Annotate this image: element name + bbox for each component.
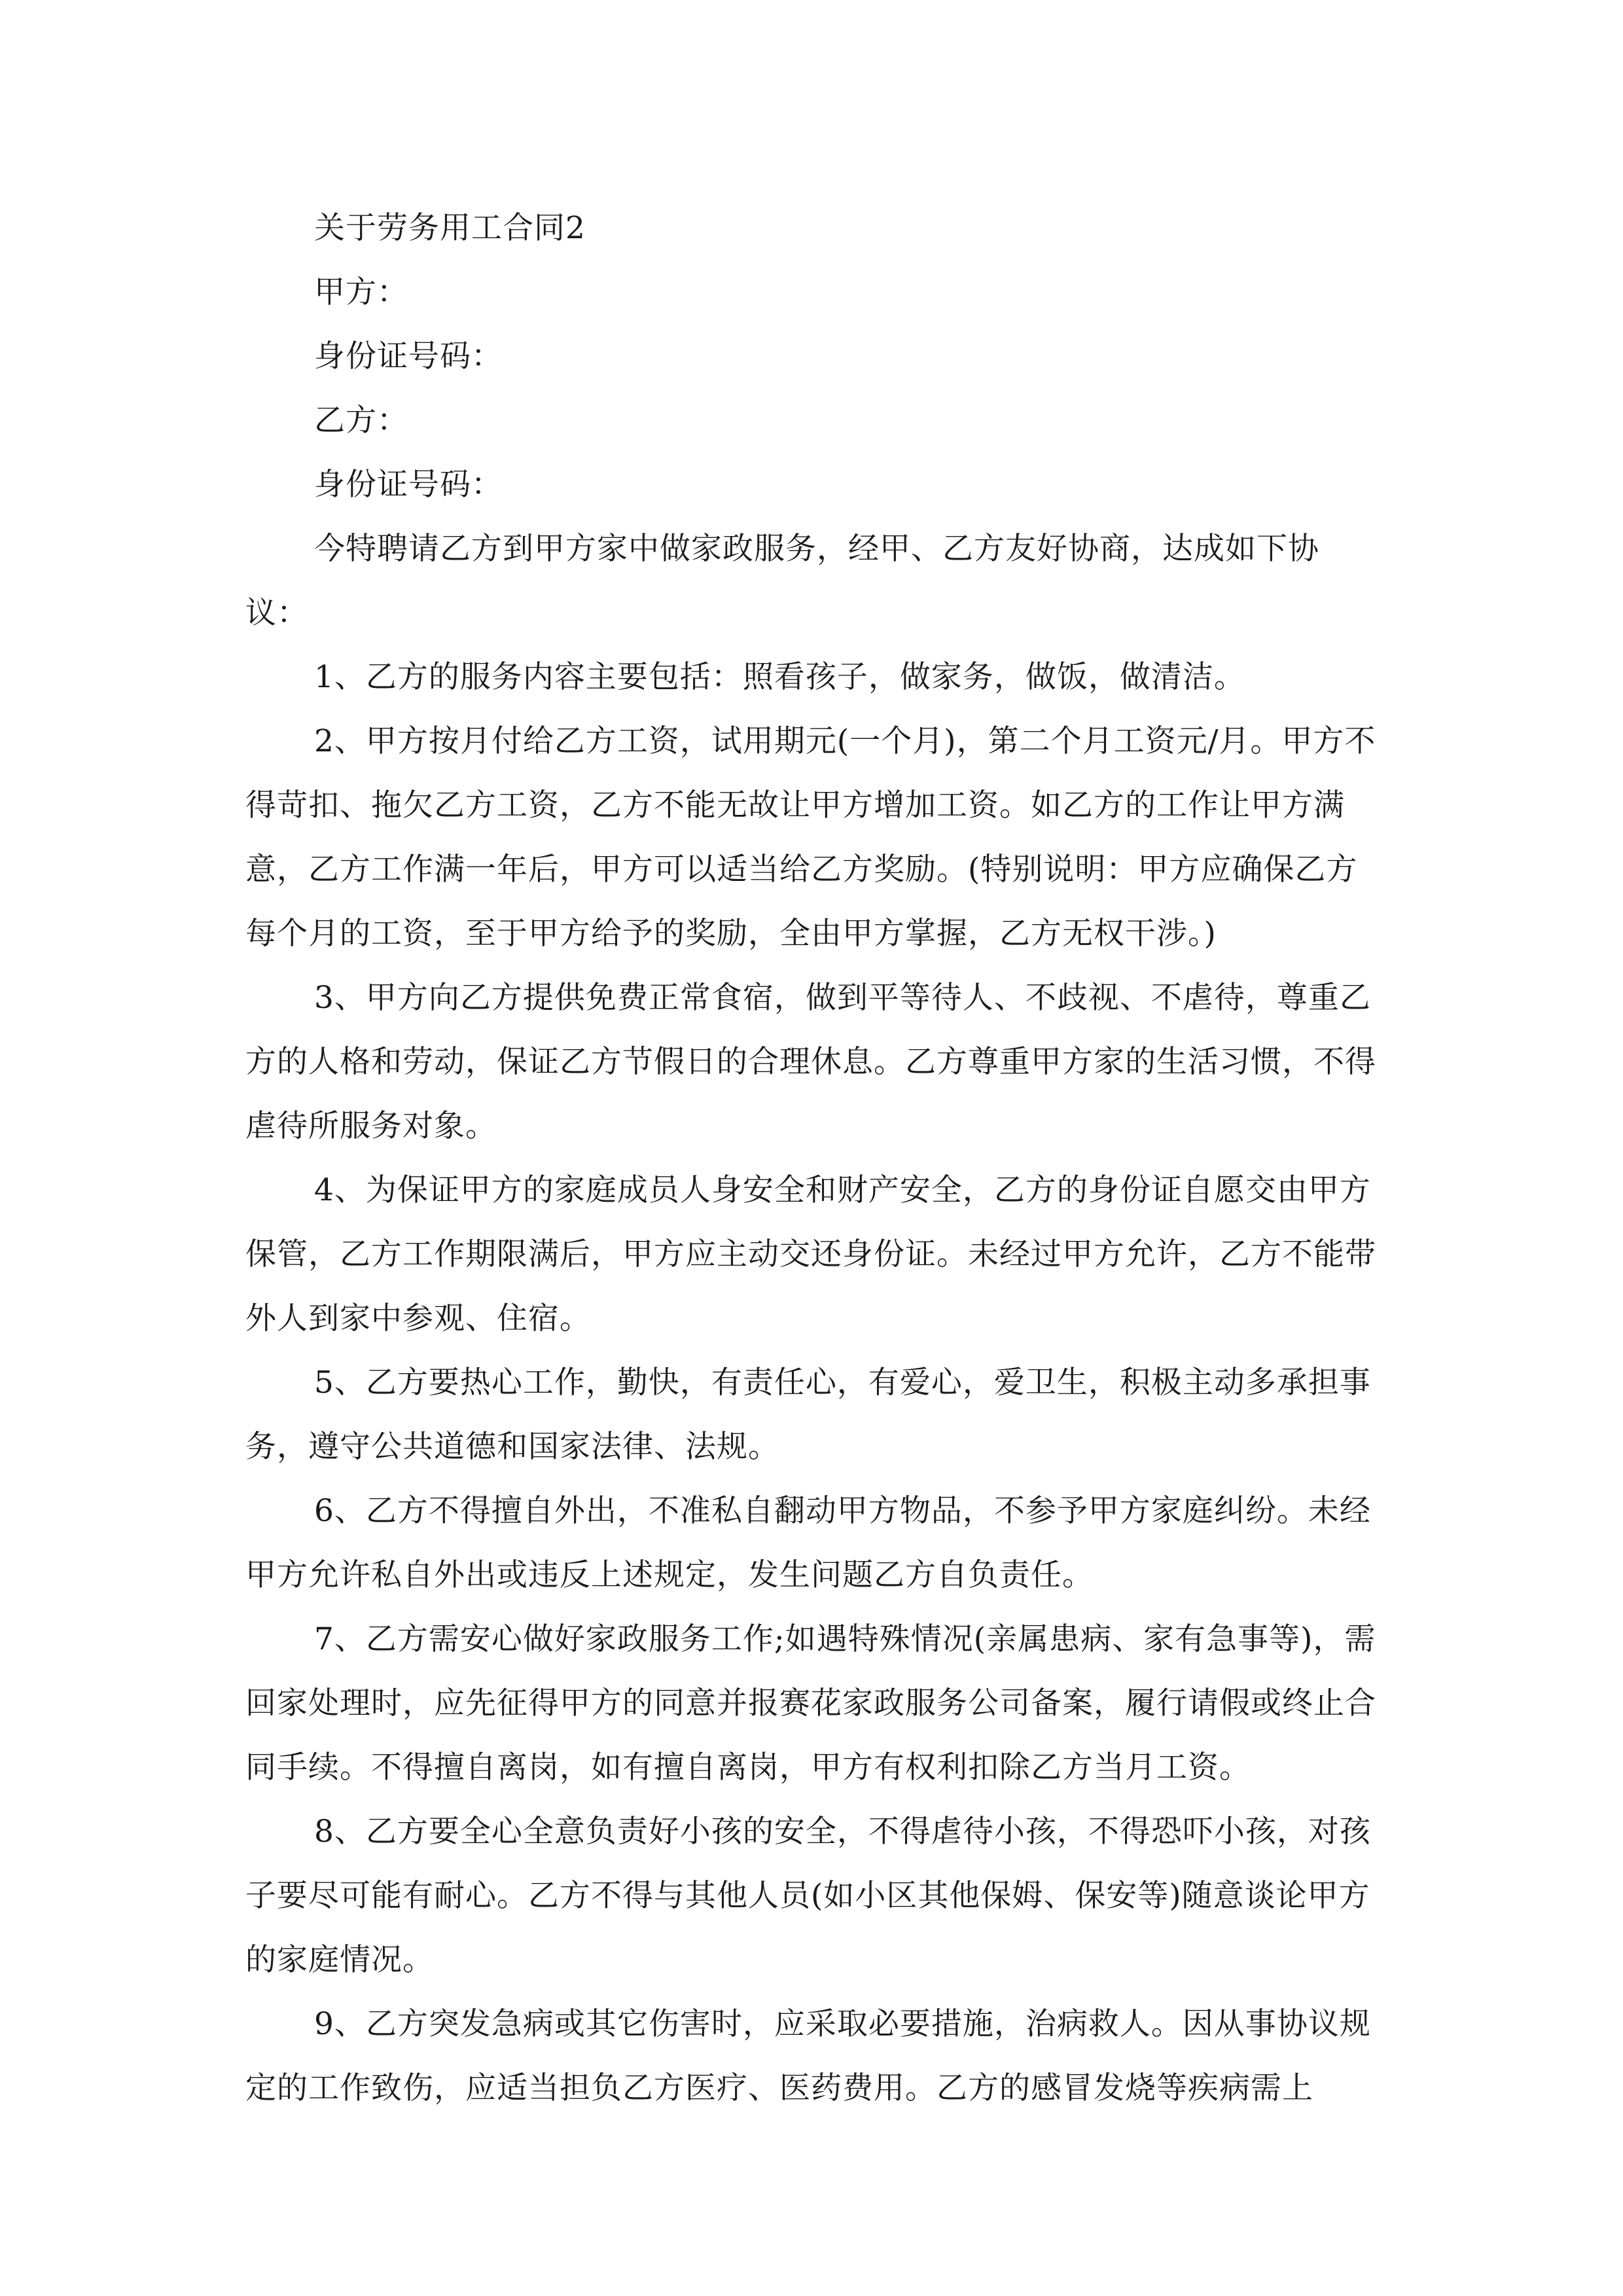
party-a-field: 甲方： [314,274,408,310]
clause-7: 7、乙方需安心做好家政服务工作;如遇特殊情况(亲属患病、家有急事等)，需回家处理时，应先征得甲方的同意并报赛花家政服务公司备案，履行请假或终止合同手续。不得擅自离岗，如有擅自离岗，甲方有权利扣除乙方当月工资。 [245,1621,1376,1785]
clause-3: 3、甲方向乙方提供免费正常食宿，做到平等待人、不歧视、不虐待，尊重乙方的人格和劳动，保证乙方节假日的合理休息。乙方尊重甲方家的生活习惯，不得虐待所服务对象。 [245,980,1376,1144]
clause-1: 1、乙方的服务内容主要包括：照看孩子，做家务，做饭，做清洁。 [314,659,1245,695]
clause-4: 4、为保证甲方的家庭成员人身安全和财产安全，乙方的身份证自愿交由甲方保管，乙方工作期限满后，甲方应主动交还身份证。未经过甲方允许，乙方不能带外人到家中参观、住宿。 [245,1172,1376,1336]
document-body [245,196,1381,2121]
clause-8: 8、乙方要全心全意负责好小孩的安全，不得虐待小孩，不得恐吓小孩，对孩子要尽可能有耐心。乙方不得与其他人员(如小区其他保姆、保安等)随意谈论甲方的家庭情况。 [245,1814,1371,1978]
clause-6: 6、乙方不得擅自外出，不准私自翻动甲方物品，不参予甲方家庭纠纷。未经甲方允许私自外出或违反上述规定，发生问题乙方自负责任。 [245,1493,1371,1593]
document-title: 关于劳务用工合同2 [314,210,586,246]
clause-9: 9、乙方突发急病或其它伤害时，应采取必要措施，治病救人。因从事协议规定的工作致伤，应适当担负乙方医疗、医药费用。乙方的感冒发烧等疾病需上 [245,2006,1371,2106]
party-b-field: 乙方： [314,403,408,439]
clause-5: 5、乙方要热心工作，勤快，有责任心，有爱心，爱卫生，积极主动多承担事务，遵守公共道德和国家法律、法规。 [245,1365,1371,1465]
clause-2: 2、甲方按月付给乙方工资，试用期元(一个月)，第二个月工资元/月。甲方不得苛扣、拖欠乙方工资，乙方不能无故让甲方增加工资。如乙方的工作让甲方满意，乙方工作满一年后，甲方可以适当给乙方奖励。(特别说明：甲方应确保乙方每个月的工资，至于甲方给予的奖励，全由甲方掌握，乙方无权干涉。) [245,723,1376,952]
party-a-id-field: 身份证号码： [314,338,503,374]
agreement-intro: 今特聘请乙方到甲方家中做家政服务，经甲、乙方友好协商，达成如下协议： [245,531,1319,631]
party-b-id-field: 身份证号码： [314,467,503,503]
